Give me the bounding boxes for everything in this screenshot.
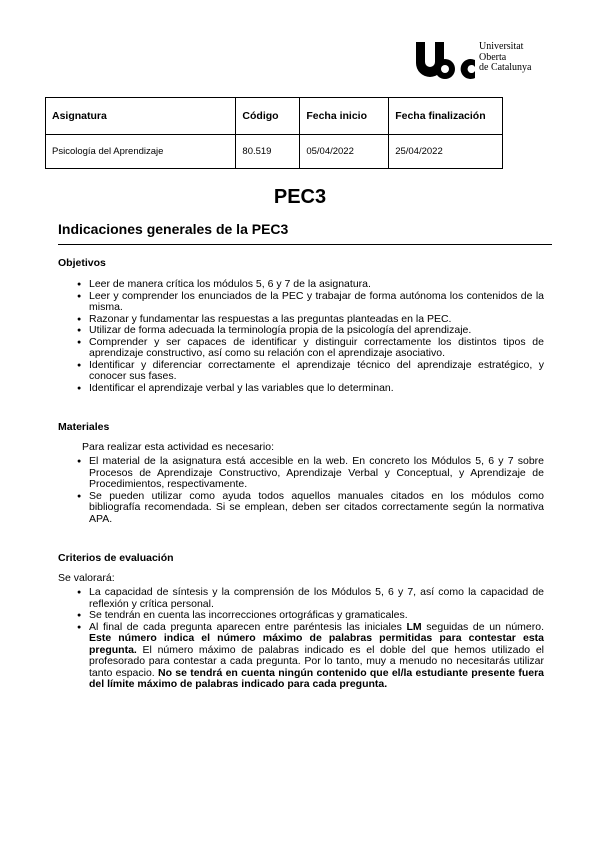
criterios-intro: Se valorará: [58,572,115,584]
criterios-heading: Criterios de evaluación [58,552,174,564]
list-item: ● Razonar y fundamentar las respuestas a las preguntas planteadas en la PEC. [58,314,544,326]
text-span: Al final de cada pregunta aparecen entre paréntesis las iniciales [89,620,407,633]
uoc-logo [415,40,545,82]
table-row [46,135,503,169]
list-item: ● Se pueden utilizar como ayuda todos aquellos manuales citados en los módulos como bibliografía recomendada. Si se emplean, deben ser citados correctamente según la normativa APA. [58,491,544,526]
cell-fecha-finalizacion: 25/04/2022 [389,135,503,169]
cell-asignatura: Psicología del Aprendizaje [46,135,236,169]
list-item: ● La capacidad de síntesis y la comprensión de los Módulos 5, 6 y 7, así como la capacidad de reflexión y crítica personal. [58,587,544,610]
page-title: PEC3 [273,186,327,208]
cell-fecha-inicio: 05/04/2022 [300,135,389,169]
list-item: ● Leer de manera crítica los módulos 5, 6 y 7 de la asignatura. [58,279,544,291]
list-item: ● El material de la asignatura está accesible en la web. En concreto los Módulos 5, 6 y 7 sobre Procesos de Aprendizaje Constructivo, Aprendizaje Verbal y Conceptual, y Aprendizaje de Procedimientos, respectivamente. [58,456,544,491]
list-item: ● Se tendrán en cuenta las incorrecciones ortográficas y gramaticales. [58,610,544,622]
criterios-list [58,587,544,691]
list-item: ● Leer y comprender los enunciados de la PEC y trabajar de forma autónoma los contenidos de la misma. [58,291,544,314]
logo-line: Oberta [479,51,507,63]
materiales-heading: Materiales [58,421,110,433]
section-divider [58,244,552,245]
logo-line: de Catalunya [479,62,532,73]
list-item: ● Identificar y diferenciar correctamente el aprendizaje técnico del aprendizaje estratégico, y conocer sus fases. [58,360,544,383]
list-item [58,622,544,691]
header-fecha-inicio: Fecha inicio [300,98,389,135]
text-span: seguidas de un número. [421,620,545,633]
uoc-logo-mark [415,40,475,80]
section-title: Indicaciones generales de la PEC3 [58,221,289,237]
bold-text: Este número indica el número máximo de palabras permitidas para contestar esta pregunta. [89,632,544,656]
uoc-logo-text [479,42,531,74]
materiales-list [58,456,544,525]
list-item: ● Comprender y ser capaces de identificar y distinguir correctamente los distintos tipos de aprendizaje constructivo, así como su relación con el aprendizaje asociativo. [58,337,544,360]
course-info-table [45,97,503,169]
bold-text: LM [406,620,422,633]
logo-line: Universitat [479,41,524,52]
materiales-intro: Para realizar esta actividad es necesario: [82,441,275,453]
list-item: ● Utilizar de forma adecuada la terminología propia de la psicología del aprendizaje. [58,325,544,337]
list-item: ● Identificar el aprendizaje verbal y las variables que lo determinan. [58,383,544,395]
cell-codigo: 80.519 [236,135,300,169]
text-span: El número máximo de palabras indicado es el doble del que hemos utilizado el profesorado para contestar a cada pregunta. Por lo tanto, muy a menudo no necesitarás utilizar tanto espacio. [89,643,544,679]
objetivos-heading: Objetivos [58,257,106,269]
header-asignatura: Asignatura [46,98,236,135]
objetivos-list [58,279,544,394]
bold-text: No se tendrá en cuenta ningún contenido que el/la estudiante presente fuera del límite máximo de palabras indicado para cada pregunta. [89,666,545,690]
header-fecha-finalizacion: Fecha finalización [389,98,503,135]
header-codigo: Código [236,98,300,135]
table-header-row [46,98,503,135]
